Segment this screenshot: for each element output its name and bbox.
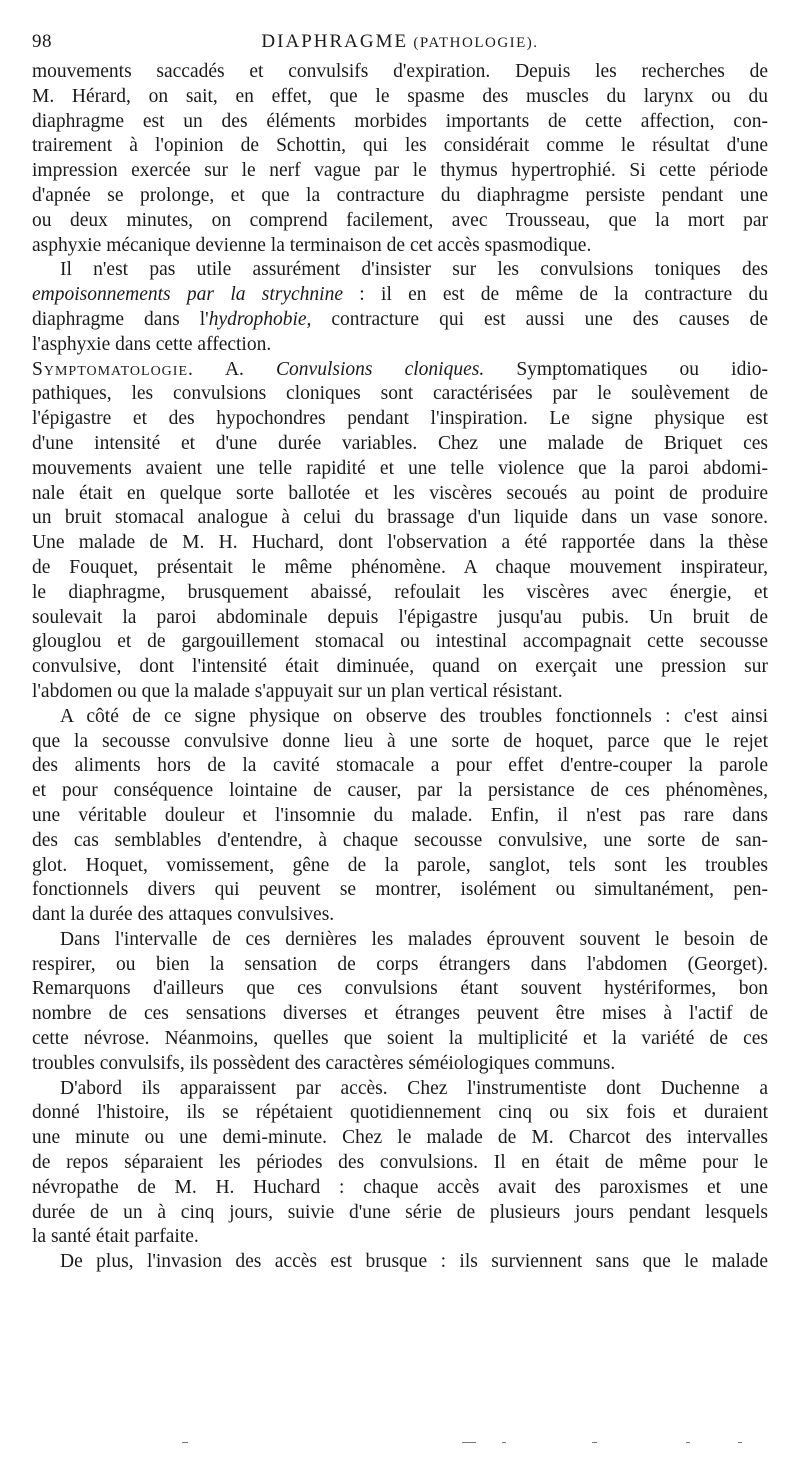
italic-term: hydrophobie, [208, 308, 312, 330]
page-number: 98 [32, 31, 52, 52]
text-line: que la secousse convulsive donne lieu à une sorte de hoquet, parce que le rejet [32, 730, 768, 752]
text-line [32, 308, 768, 333]
text-line: l'épigastre et des hypochondres pendant l'inspiration. Le signe physique est [32, 408, 768, 430]
line-text: diaphragme dans l' [32, 308, 209, 330]
text-line: mouvements avaient une telle rapidité et une telle violence que la paroi abdomi- [32, 457, 768, 479]
section-heading: Symptomatologie. [32, 358, 194, 380]
print-mark [462, 1442, 476, 1443]
text-line: ou deux minutes, on comprend facilement, avec Trousseau, que la mort par [32, 209, 768, 231]
text-line: une minute ou une demi-minute. Chez le malade de M. Charcot des intervalles [32, 1127, 768, 1149]
text-line: Dans l'intervalle de ces dernières les malades éprouvent souvent le besoin de [60, 928, 768, 950]
print-mark [182, 1442, 188, 1443]
running-head [32, 31, 768, 53]
text-line: fonctionnels divers qui peuvent se montrer, isolément ou simultanément, pen- [32, 879, 768, 901]
text-line: une véritable douleur et l'insomnie du malade. Enfin, il n'est pas rare dans [32, 804, 768, 826]
text-line: d'apnée se prolonge, et que la contracture du diaphragme persiste pendant une [32, 184, 768, 206]
body-text [32, 60, 768, 1275]
text-line: asphyxie mécanique devienne la terminaison de cet accès spasmodique. [32, 234, 592, 256]
text-line: respirer, ou bien la sensation de corps étrangers dans l'abdomen (Georget). [32, 953, 768, 975]
text-line: mouvements saccadés et convulsifs d'expiration. Depuis les recherches de [32, 61, 768, 82]
text-line: d'une intensité et d'une durée variables. Chez une malade de Briquet ces [32, 432, 768, 454]
text-line: D'abord ils apparaissent par accès. Chez l'instrumentiste dont Duchenne a [60, 1077, 768, 1099]
text-line: névropathe de M. H. Huchard : chaque accès avait des paroxismes et une [32, 1176, 768, 1198]
text-line: nombre de ces sensations diverses et étranges peuvent être mises à l'actif de [32, 1003, 768, 1025]
bottom-print-marks [32, 1436, 768, 1450]
text-line: diaphragme est un des éléments morbides importants de cette affection, con- [32, 110, 768, 132]
text-line: Une malade de M. H. Huchard, dont l'observation a été rapportée dans la thèse [32, 532, 768, 554]
text-line: M. Hérard, on sait, en effet, que le spasme des muscles du larynx ou du [32, 85, 768, 107]
text-line: des cas semblables d'entendre, à chaque secousse convulsive, une sorte de san- [32, 829, 768, 851]
text-line: trairement à l'opinion de Schottin, qui les considérait comme le résultat d'une [32, 135, 768, 157]
subsection-title: Convulsions cloniques. [276, 358, 485, 380]
text-line: de repos séparaient les périodes des convulsions. Il en était de même pour le [32, 1152, 768, 1174]
text-line: De plus, l'invasion des accès est brusque : ils surviennent sans que le malade [60, 1251, 768, 1273]
text-line: le diaphragme, brusquement abaissé, refoulait les viscères avec énergie, et [32, 581, 768, 603]
running-head-subtitle: (PATHOLOGIE). [413, 35, 539, 51]
text-line: dant la durée des attaques convulsives. [32, 904, 335, 926]
print-mark [502, 1442, 506, 1443]
text-line: et pour conséquence lointaine de causer, par la persistance de ces phénomènes, [32, 780, 768, 802]
print-mark [592, 1442, 597, 1443]
text-line: pathiques, les convulsions cloniques sont caractérisées par le soulèvement de [32, 383, 768, 405]
line-text: Symptomatiques ou idio- [484, 358, 768, 380]
page-header [32, 31, 768, 55]
text-line: cette névrose. Néanmoins, quelles que soient la multiplicité et la variété de ces [32, 1028, 768, 1050]
line-text: : il en est de même de la contracture du [343, 284, 768, 306]
text-line: impression exercée sur le nerf vague par le thymus hypertrophié. Si cette période [32, 160, 768, 182]
text-line: soulevait la paroi abdominale depuis l'épigastre jusqu'au pubis. Un bruit de [32, 606, 768, 628]
print-mark [686, 1442, 690, 1443]
text-line: Remarquons d'ailleurs que ces convulsions étant souvent hystériformes, bon [32, 978, 768, 1000]
text-line: troubles convulsifs, ils possèdent des caractères séméiologiques communs. [32, 1052, 616, 1074]
section-heading-line [32, 358, 768, 383]
text-line: glouglou et de gargouillement stomacal ou intestinal accompagnait cette secousse [32, 631, 768, 653]
text-line [32, 283, 768, 308]
print-mark [738, 1442, 742, 1443]
text-line: glot. Hoquet, vomissement, gêne de la parole, sanglot, tels sont les troubles [32, 854, 768, 876]
line-text: contracture qui est aussi une des causes de [311, 308, 768, 330]
text-line: l'asphyxie dans cette affection. [32, 333, 272, 355]
text-line: nale était en quelque sorte ballotée et les viscères secoués au point de produire [32, 482, 768, 504]
text-line: durée de un à cinq jours, suivie d'une série de plusieurs jours pendant lesquels [32, 1201, 768, 1223]
text-line: donné l'histoire, ils se répétaient quotidiennement cinq ou six fois et duraient [32, 1102, 768, 1124]
text-line: convulsive, dont l'intensité était diminuée, quand on exerçait une pression sur [32, 656, 768, 678]
running-head-title: DIAPHRAGME [261, 31, 409, 52]
text-line: l'abdomen ou que la malade s'appuyait sur un plan vertical résistant. [32, 680, 563, 702]
italic-term: empoisonnements par la strychnine [32, 284, 344, 306]
line-text: A. [193, 358, 277, 380]
text-line: un bruit stomacal analogue à celui du brassage d'un liquide dans un vase sonore. [32, 507, 768, 529]
text-line: de Fouquet, présentait le même phénomène. A chaque mouvement inspirateur, [32, 556, 768, 578]
text-line: A côté de ce signe physique on observe des troubles fonctionnels : c'est ainsi [60, 705, 768, 727]
text-line: des aliments hors de la cavité stomacale a pour effet d'entre-couper la parole [32, 755, 768, 777]
text-line: Il n'est pas utile assurément d'insister sur les convulsions toniques des [60, 259, 768, 281]
text-line: la santé était parfaite. [32, 1226, 199, 1248]
